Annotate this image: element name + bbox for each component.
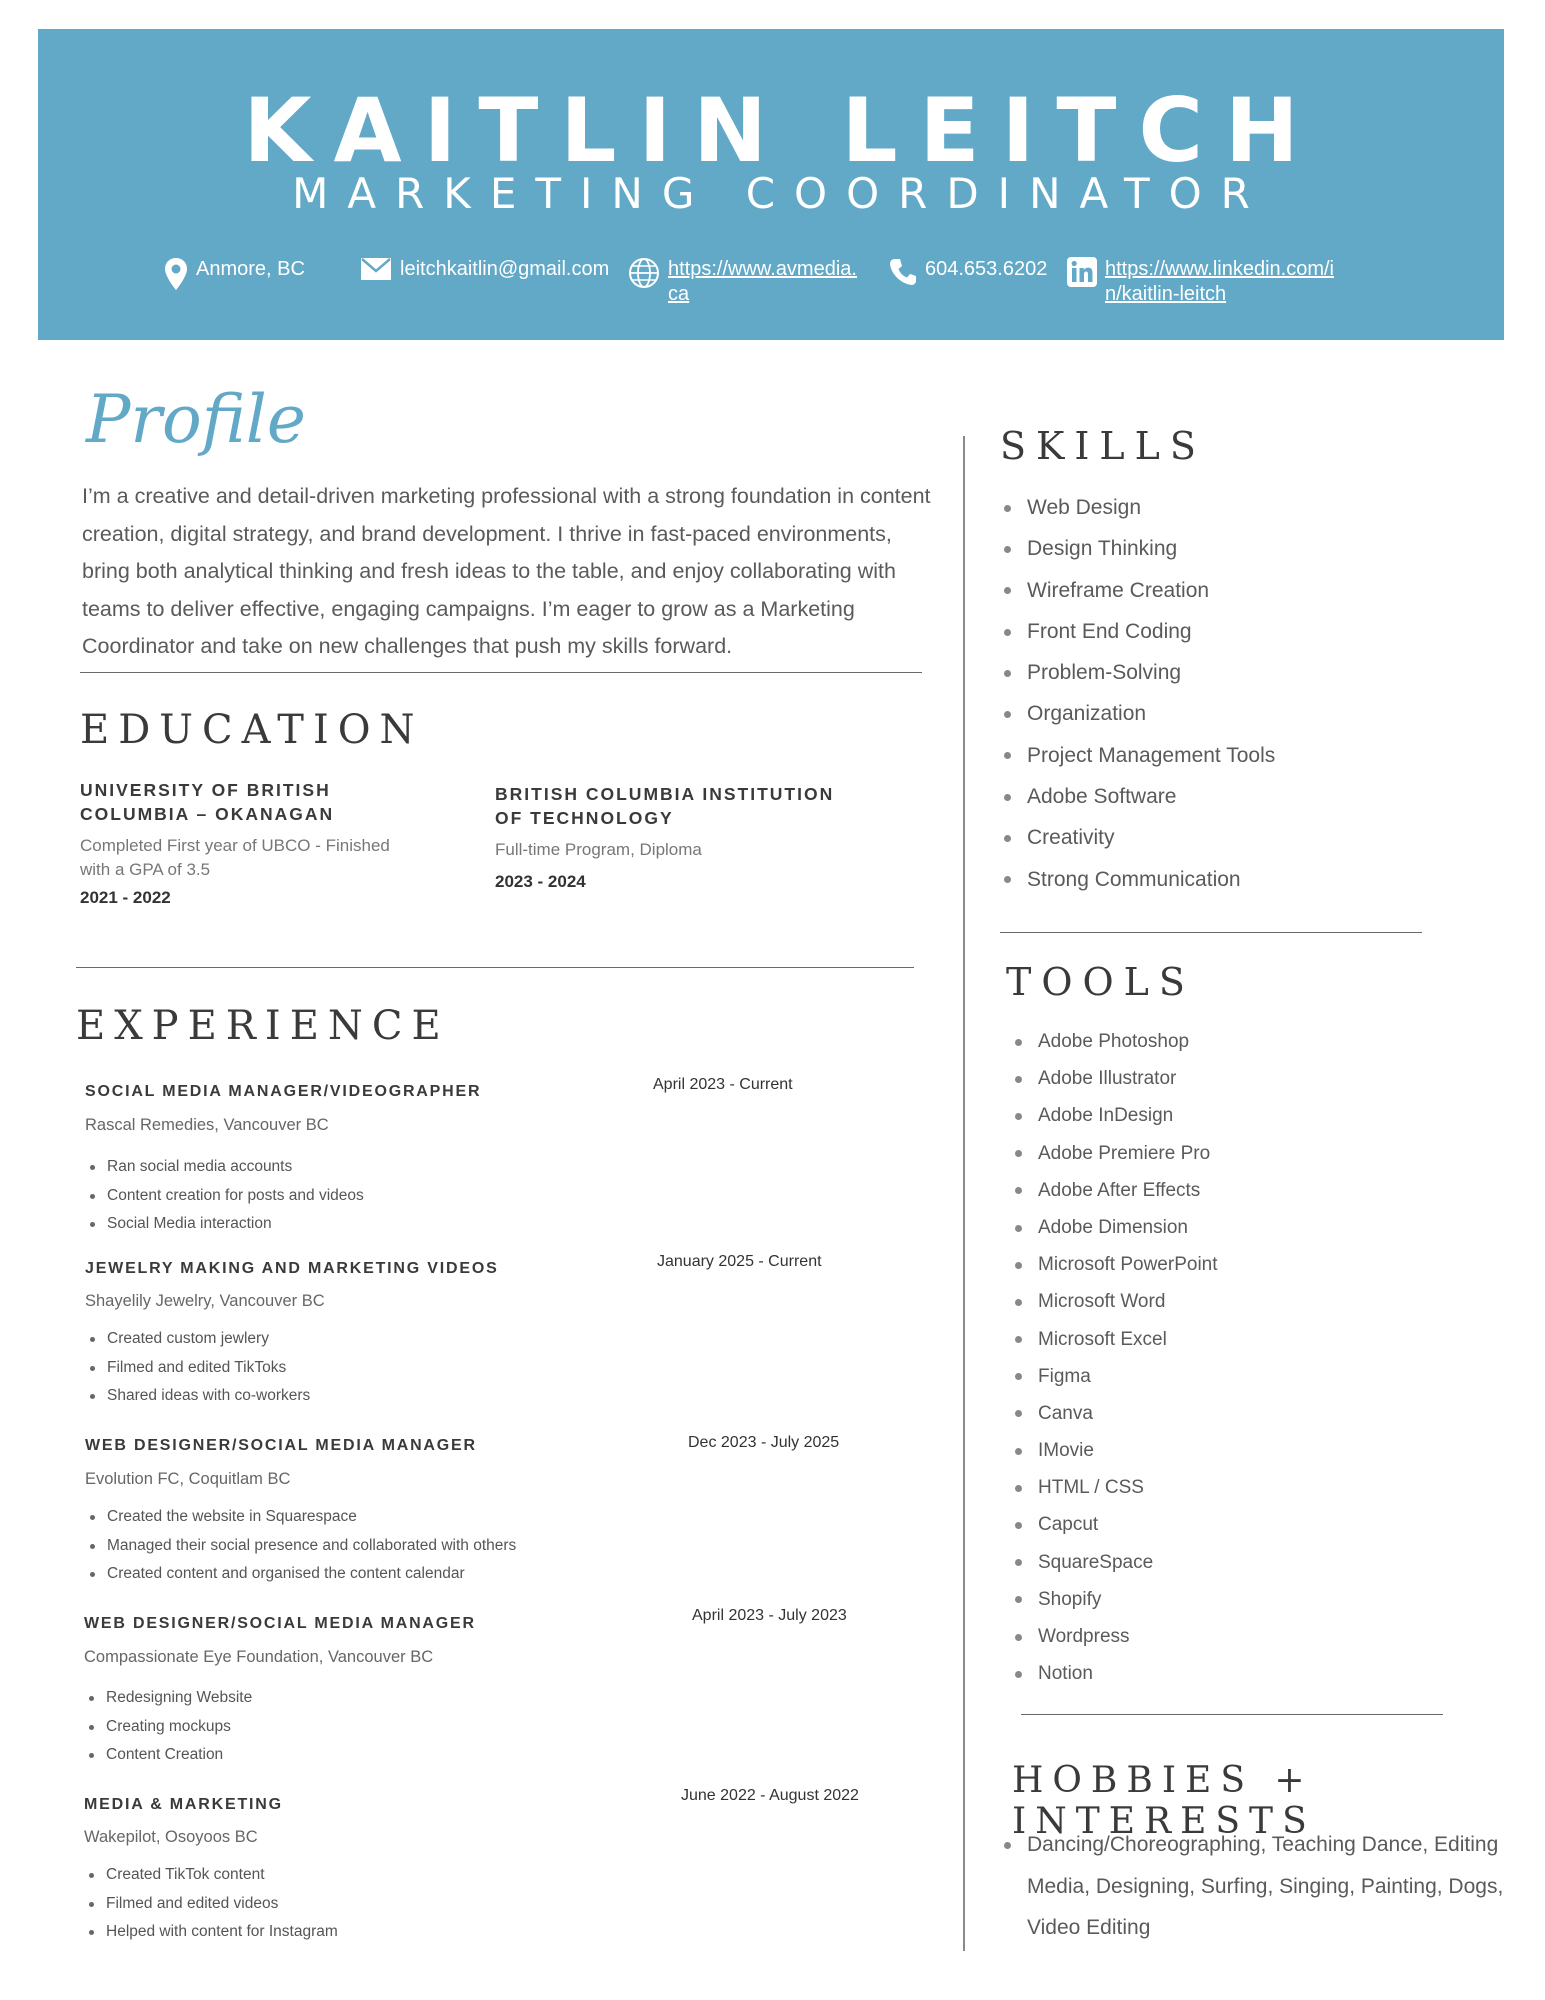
job-bullets-5 (85, 1861, 338, 1947)
list-item: Created content and organised the content calendar (86, 1560, 516, 1589)
list-item: Front End Coding (999, 611, 1275, 652)
list-item: Filmed and edited TikToks (86, 1354, 310, 1383)
linkedin-link-line2[interactable]: n/kaitlin-leitch (1105, 283, 1227, 305)
location-text: Anmore, BC (196, 258, 305, 280)
website-link-line1[interactable]: https://www.avmedia. (668, 258, 857, 280)
list-item: Ran social media accounts (86, 1153, 364, 1182)
list-item: Created custom jewlery (86, 1325, 310, 1354)
website-link[interactable] (668, 257, 857, 307)
job-company-5: Wakepilot, Osoyoos BC (84, 1828, 258, 1846)
contact-phone[interactable] (889, 257, 1047, 287)
list-item: Adobe Software (999, 776, 1275, 817)
job-dates-4: April 2023 - July 2023 (692, 1607, 847, 1624)
list-item: Shared ideas with co-workers (86, 1382, 310, 1411)
job-bullets-1 (86, 1153, 364, 1239)
list-item: Design Thinking (999, 528, 1275, 569)
job-company-1: Rascal Remedies, Vancouver BC (85, 1116, 329, 1134)
list-item: Adobe Premiere Pro (1010, 1135, 1218, 1172)
mail-icon (360, 257, 392, 281)
job-bullets-2 (86, 1325, 310, 1411)
list-item: Adobe Photoshop (1010, 1023, 1218, 1060)
divider-profile (80, 672, 922, 673)
edu-detail-1-line2: with a GPA of 3.5 (80, 860, 211, 879)
education-heading: EDUCATION (80, 707, 424, 753)
list-item: Canva (1010, 1395, 1218, 1432)
edu-detail-1-line1: Completed First year of UBCO - Finished (80, 836, 390, 855)
list-item: Social Media interaction (86, 1210, 364, 1239)
list-item: Redesigning Website (85, 1684, 252, 1713)
profile-script-heading (82, 370, 312, 470)
profile-paragraph: I’m a creative and detail-driven marketing professional with a strong foundation in content creation, digital strategy, and brand development. I thrive in fast-paced environments, bring both analytical thinking and fresh ideas to the table, and enjoy collaborating with teams to deliver effective, engaging campaigns. I’m eager to grow as a Marketing Coordinator and take on new challenges that push my skills forward. (82, 484, 931, 658)
hobbies-line-1: Dancing/Choreographing, Teaching Dance, Editing (1027, 1833, 1499, 1856)
job-title-4: WEB DESIGNER/SOCIAL MEDIA MANAGER (84, 1615, 476, 1632)
list-item: Adobe Illustrator (1010, 1060, 1218, 1097)
job-company-4: Compassionate Eye Foundation, Vancouver BC (84, 1648, 434, 1666)
job-title-1: SOCIAL MEDIA MANAGER/VIDEOGRAPHER (85, 1083, 482, 1100)
website-link-line2[interactable]: ca (668, 283, 690, 305)
linkedin-link[interactable] (1105, 257, 1334, 307)
hobbies-list (999, 1824, 1503, 1949)
job-dates-1: April 2023 - Current (653, 1076, 793, 1093)
list-item: Notion (1010, 1655, 1218, 1692)
contact-website[interactable] (628, 257, 857, 307)
list-item: Adobe After Effects (1010, 1172, 1218, 1209)
list-item: Capcut (1010, 1506, 1218, 1543)
hobbies-line-2: Media, Designing, Surfing, Singing, Painting, Dogs, (1027, 1874, 1504, 1898)
list-item: Organization (999, 693, 1275, 734)
job-bullets-4 (85, 1684, 252, 1770)
linkedin-link-line1[interactable]: https://www.linkedin.com/i (1105, 258, 1334, 280)
list-item: IMovie (1010, 1432, 1218, 1469)
contact-location (164, 257, 305, 291)
skills-heading: SKILLS (1000, 424, 1206, 468)
edu-school-2-line2: OF TECHNOLOGY (495, 808, 674, 828)
divider-education (76, 967, 914, 968)
list-item: Content Creation (85, 1741, 252, 1770)
list-item: Figma (1010, 1358, 1218, 1395)
list-item: Adobe Dimension (1010, 1209, 1218, 1246)
tools-list (1010, 1023, 1218, 1692)
list-item: Strong Communication (999, 859, 1275, 900)
job-dates-2: January 2025 - Current (657, 1253, 822, 1270)
list-item: Web Design (999, 487, 1275, 528)
list-item: Microsoft PowerPoint (1010, 1246, 1218, 1283)
list-item: Created TikTok content (85, 1861, 338, 1890)
list-item: HTML / CSS (1010, 1469, 1218, 1506)
experience-heading: EXPERIENCE (76, 1003, 450, 1049)
contact-linkedin[interactable] (1067, 257, 1334, 307)
email-text[interactable]: leitchkaitlin@gmail.com (400, 258, 610, 280)
list-item: Content creation for posts and videos (86, 1182, 364, 1211)
job-dates-3: Dec 2023 - July 2025 (688, 1434, 840, 1451)
divider-skills (1000, 932, 1422, 933)
list-item: Microsoft Word (1010, 1283, 1218, 1320)
list-item: Managed their social presence and collaborated with others (86, 1532, 516, 1561)
job-company-3: Evolution FC, Coquitlam BC (85, 1470, 291, 1488)
list-item: Wireframe Creation (999, 570, 1275, 611)
list-item: Shopify (1010, 1581, 1218, 1618)
edu-detail-1 (80, 834, 390, 882)
phone-text[interactable]: 604.653.6202 (925, 258, 1048, 280)
job-title-2: JEWELRY MAKING AND MARKETING VIDEOS (85, 1260, 499, 1277)
edu-school-1-line1: UNIVERSITY OF BRITISH (80, 780, 331, 800)
edu-years-1: 2021 - 2022 (80, 888, 171, 907)
job-company-2: Shayelily Jewelry, Vancouver BC (85, 1292, 325, 1310)
location-pin-icon (164, 257, 188, 291)
tools-heading: TOOLS (1006, 960, 1195, 1004)
list-item: Project Management Tools (999, 735, 1275, 776)
profile-heading (82, 370, 312, 475)
job-dates-5: June 2022 - August 2022 (681, 1787, 859, 1804)
list-item: Wordpress (1010, 1618, 1218, 1655)
list-item: SquareSpace (1010, 1544, 1218, 1581)
list-item: Problem-Solving (999, 652, 1275, 693)
phone-icon (889, 257, 917, 287)
list-item: Created the website in Squarespace (86, 1503, 516, 1532)
list-item (999, 1824, 1503, 1949)
job-title-3: WEB DESIGNER/SOCIAL MEDIA MANAGER (85, 1437, 477, 1454)
list-item: Filmed and edited videos (85, 1890, 338, 1919)
edu-school-1-line2: COLUMBIA – OKANAGAN (80, 804, 335, 824)
edu-detail-2-line1: Full-time Program, Diploma (495, 840, 702, 859)
hobbies-heading: HOBBIES + INTERESTS (1012, 1760, 1316, 1842)
edu-school-2-line1: BRITISH COLUMBIA INSTITUTION (495, 784, 835, 804)
list-item: Microsoft Excel (1010, 1321, 1218, 1358)
skills-list (999, 487, 1275, 900)
header-banner (38, 29, 1504, 340)
hobbies-line-3: Video Editing (1027, 1916, 1151, 1939)
linkedin-icon (1067, 257, 1097, 287)
list-item: Creating mockups (85, 1713, 252, 1742)
edu-years-2: 2023 - 2024 (495, 872, 586, 891)
globe-icon (628, 257, 660, 289)
contact-email[interactable] (360, 257, 609, 282)
name-title: KAITLIN LEITCH (243, 79, 1321, 182)
job-title-5: MEDIA & MARKETING (84, 1796, 283, 1813)
edu-school-2 (495, 782, 834, 830)
edu-school-1 (80, 778, 334, 826)
divider-tools (1021, 1714, 1443, 1715)
edu-detail-2 (495, 838, 702, 862)
job-role-title: MARKETING COORDINATOR (292, 169, 1269, 218)
list-item: Creativity (999, 817, 1275, 858)
job-bullets-3 (86, 1503, 516, 1589)
profile-heading-text: Profile (86, 381, 306, 458)
list-item: Adobe InDesign (1010, 1097, 1218, 1134)
column-divider (963, 436, 965, 1951)
list-item: Helped with content for Instagram (85, 1918, 338, 1947)
